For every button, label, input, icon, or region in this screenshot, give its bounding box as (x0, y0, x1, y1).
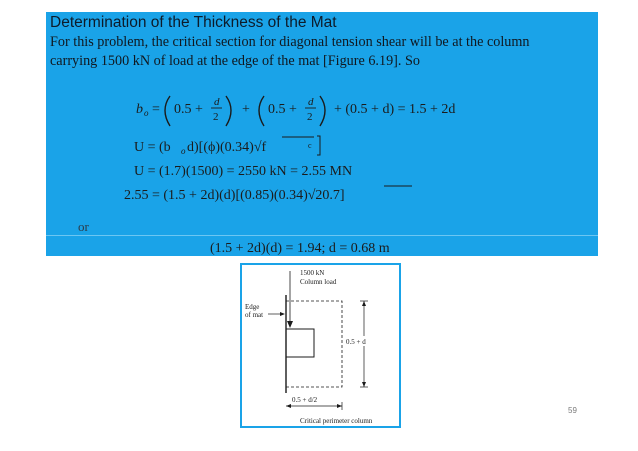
eq2-lhs: U = (b (134, 140, 171, 155)
column-rect (286, 329, 314, 357)
intro-line-1: For this problem, the critical section for diagonal tension shear will be at the column (50, 34, 530, 50)
eq1-frac1-num: d (214, 96, 220, 108)
critical-perimeter-diagram (242, 265, 399, 426)
eq1-half-1: 0.5 + (174, 102, 203, 117)
figure-caption: Critical perimeter column (300, 417, 373, 425)
eq4-text: 2.55 = (1.5 + 2d)(d)[(0.85)(0.34)√20.7] (124, 188, 345, 203)
eq1-half-2: 0.5 + (268, 102, 297, 117)
eq1-sub: o (144, 108, 149, 118)
eq2-sub: o (181, 146, 186, 156)
slide-title: Determination of the Thickness of the Mat (50, 14, 337, 31)
equation-solution: (1.5 + 2d)(d) = 1.94; d = 0.68 m (210, 241, 390, 256)
load-label-2: Column load (300, 278, 337, 286)
page-number: 59 (568, 406, 577, 415)
eq1-frac1-den: 2 (213, 111, 219, 123)
equation-u-general (134, 136, 320, 156)
equation-bo (136, 96, 455, 126)
eq1-frac2-den: 2 (307, 111, 313, 123)
dim-bottom-label: 0.5 + d/2 (292, 396, 318, 404)
equations (46, 12, 598, 256)
dim-right-label: 0.5 + d (346, 338, 366, 346)
eq1-tail: + (0.5 + d) = 1.5 + 2d (334, 102, 456, 117)
eq2-tail: c (308, 141, 312, 150)
intro-line-2: carrying 1500 kN of load at the edge of the mat [Figure 6.19]. So (50, 53, 420, 69)
eq1-frac2-num: d (308, 96, 314, 108)
figure-canvas (242, 265, 399, 426)
eq2-rest: d)[(ϕ)(0.34)√f (187, 140, 267, 155)
edge-label-1: Edge (245, 303, 260, 311)
edge-label-2: of mat (245, 311, 264, 319)
content-panel (46, 12, 598, 256)
or-connector: or (78, 219, 89, 234)
load-arrow-head (287, 321, 293, 328)
panel-divider (46, 235, 598, 236)
eq1-equals: = (152, 102, 160, 117)
figure-frame (240, 263, 401, 428)
load-label-1: 1500 kN (300, 269, 325, 277)
svg-text:+: + (242, 102, 250, 117)
eq1-lhs: b (136, 102, 143, 117)
equation-shear (124, 186, 412, 203)
equation-u-value: U = (1.7)(1500) = 2550 kN = 2.55 MN (134, 164, 353, 179)
